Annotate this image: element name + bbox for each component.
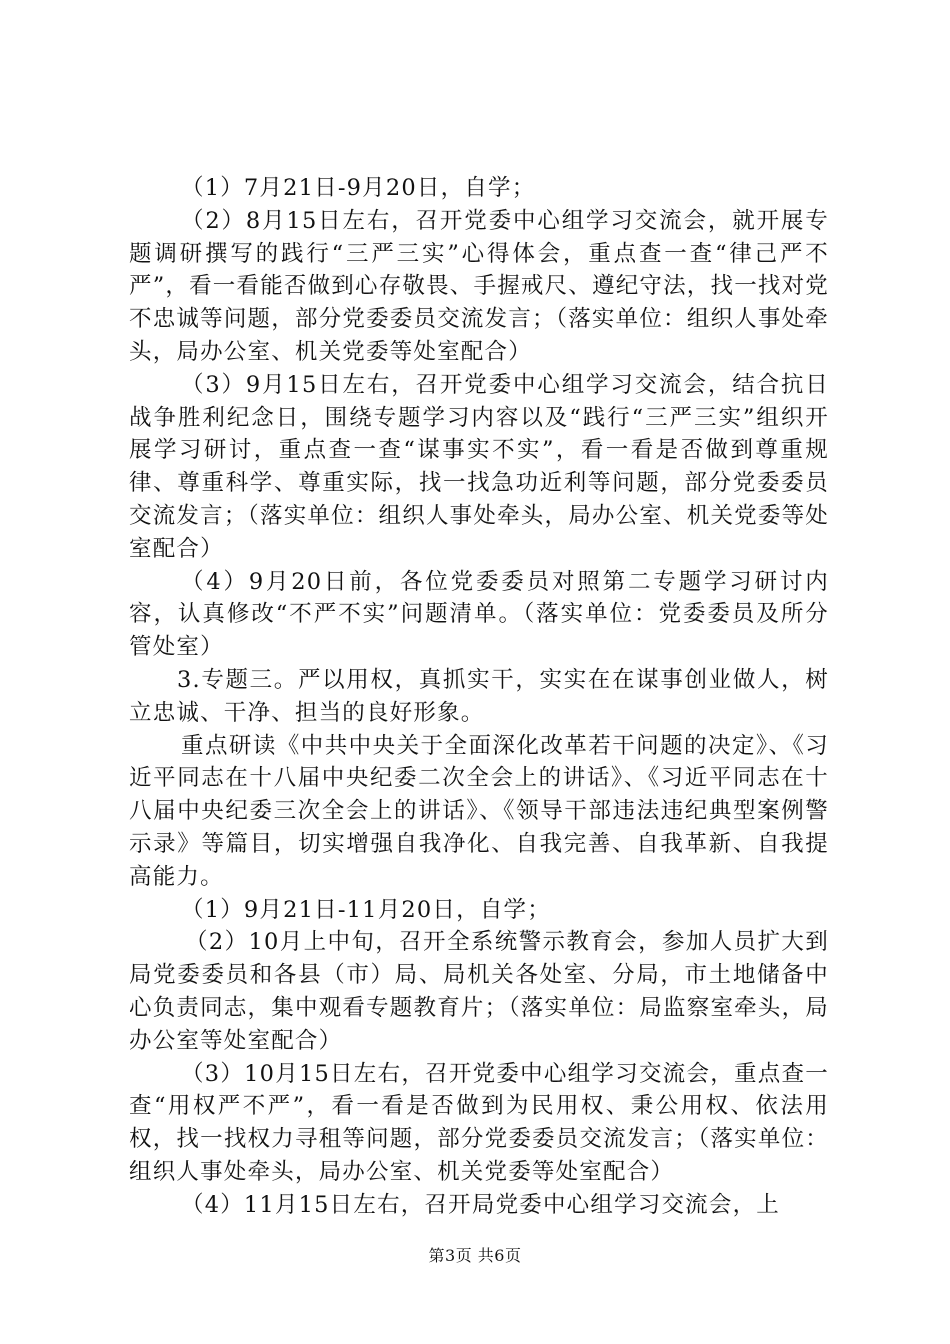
paragraph-7: （1）9月21日-11月20日，自学； [181,896,551,923]
paragraph-10: （4）11月15日左右，召开局党委中心组学习交流会，上 [181,1191,780,1218]
document-body [129,172,829,1222]
page-number-footer: 第3页 共6页 [428,1246,522,1265]
paragraph-4: （4）9月20日前，各位党委委员对照第二专题学习研讨内容，认真修改“不严不实”问题清单。（落实单位：党委委员及所分管处室） [129,568,829,661]
paragraph-8: （2）10月上中旬，召开全系统警示教育会，参加人员扩大到局党委委员和各县（市）局、局机关各处室、分局，市土地储备中心负责同志，集中观看专题教育片；（落实单位：局监察室牵头，局办公室等处室配合） [129,929,829,1054]
paragraph-6: 重点研读《中共中央关于全面深化改革若干问题的决定》、《习近平同志在十八届中央纪委二次全会上的讲话》、《习近平同志在十八届中央纪委三次全会上的讲话》、《领导干部违法违纪典型案例警示录》等篇目，切实增强自我净化、自我完善、自我革新、自我提高能力。 [129,732,829,890]
paragraph-2: （2）8月15日左右，召开党委中心组学习交流会，就开展专题调研撰写的践行“三严三实”心得体会，重点查一查“律己严不严”，看一看能否做到心存敬畏、手握戒尺、遵纪守法，找一找对党不忠诚等问题，部分党委委员交流发言；（落实单位：组织人事处牵头，局办公室、机关党委等处室配合） [129,207,830,365]
paragraph-1: （1）7月21日-9月20日，自学； [181,175,536,201]
paragraph-9: （3）10月15日左右，召开党委中心组学习交流会，重点查一查“用权严不严”，看一看是否做到为民用权、秉公用权、依法用权，找一找权力寻租等问题，部分党委委员交流发言；（落实单位：组织人事处牵头，局办公室、机关党委等处室配合） [129,1060,829,1185]
paragraph-5: 3.专题三。严以用权，真抓实干，实实在在谋事创业做人，树立忠诚、干净、担当的良好形象。 [129,666,829,726]
paragraph-3: （3）9月15日左右，召开党委中心组学习交流会，结合抗日战争胜利纪念日，围绕专题学习内容以及“践行“三严三实”组织开展学习研讨，重点查一查“谋事实不实”，看一看是否做到尊重规律、尊重科学、尊重实际，找一找急功近利等问题，部分党委委员交流发言；（落实单位：组织人事处牵头，局办公室、机关党委等处室配合） [129,371,829,562]
